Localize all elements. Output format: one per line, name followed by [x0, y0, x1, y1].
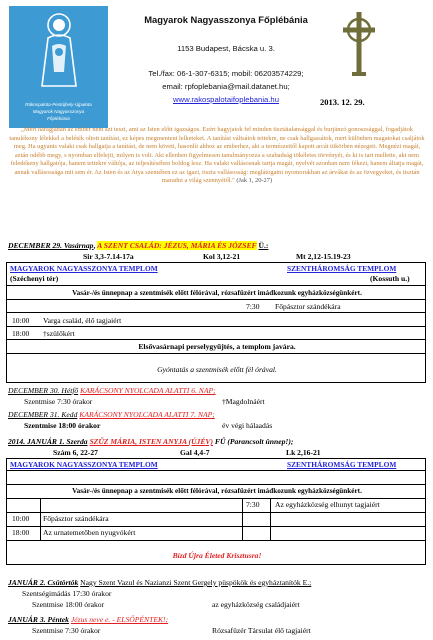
dec29-church-left-sub: (Széchenyi tér) [10, 274, 59, 283]
jan1-day: 2014. JANUÁR 1. Szerda [8, 437, 88, 446]
jan1-feast: SZŰZ MÁRIA, ISTEN ANYJA (ÚJÉV) [89, 437, 214, 446]
dec29-row1-time-right: 7:30 [246, 302, 260, 311]
quote-text: „Mert haragjában az ember nem azt teszi, ami az Isten előtt igazságos. Ezért hagyjatok fel minden tisztátalansággal és burjánzó gonoszsággal, fogadjátok tanulékony lélekkel a beléték oltott tanítást, ez képes megmenteni lelketeket. A tanítást váltsátok tettekre, ne csak hallgassátok, mert különben magatokat csaljátok meg. Ha ugyanis valaki csak hallgatja a tanítást, de nem követi, hasonlít ahhoz az emberhez, aki a természettől kapott arcát tükörben nézegeti. Megnézi magát, aztán odébb megy, s nyomban elfelejti, milyen is volt. Aki ellenben figyelmesen tanulmányozza a szabadság tökéletes törvényét, és ki is tart mellette, aki nem feledékeny hallgatója, hanem tettekre váltója, az teljesítésében boldog lesz. Ha valaki vallásosnak tartja magát, nyelvét azonban nem fékezi, hanem áltatja magát, annak vallásossága mit sem ér. Az Isten és az Atya szemében ez az igazi, tiszta vallásosság: meglátogatni nyomorukban az árvákat és az özvegyeket, és tisztán maradni a világ szennyétől." [9, 126, 425, 185]
website-row [121, 95, 331, 104]
jan1-row3-time-left: 18:00 [12, 528, 30, 537]
dec31-feast: KARÁCSONY NYOLCADA ALATTI 7. NAP; [79, 410, 215, 419]
jan2-intention: az egyházközség családjaiért [212, 600, 300, 609]
dec31-heading [8, 410, 426, 420]
jan3-heading [8, 615, 426, 625]
jan1-church-right: SZENTHÁROMSÁG TEMPLOM [287, 460, 397, 469]
parish-phone: Tel./fax: 06-1-307-6315; mobil: 06203574229; [148, 69, 304, 78]
jan1-church-left: MAGYAROK NAGYASSZONYA TEMPLOM [10, 460, 158, 469]
jan2-desc: Nagy Szent Vazul és Nazianzi Szent Gergely püspökök és egyháztanítók E.; [80, 578, 312, 587]
scripture-quote [8, 126, 426, 186]
jan3-intention: Rózsafüzér Társulat élő tagjaiért [212, 626, 311, 635]
reading-szam: Szám 6, 22-27 [53, 448, 98, 457]
confession-note: Gyóntatás a szentmisék előtt fél órával. [157, 365, 277, 374]
dec31-day: DECEMBER 31. Kedd [8, 410, 78, 419]
bulletin-date: 2013. 12. 29. [320, 97, 365, 107]
parish-title: Magyarok Nagyasszonya Főplébánia [144, 14, 308, 25]
dec29-rank: Ü.: [258, 241, 269, 250]
reading-kol: Kol 3,12-21 [203, 252, 241, 261]
jan1-heading [8, 437, 426, 447]
dec31-intention: év végi hálaadás [222, 421, 273, 430]
dec29-row3-time-left: 18:00 [12, 329, 30, 338]
dec30-intention: †Magdolnáért [222, 397, 265, 406]
parish-email[interactable]: email: rpfoplebania@mail.datanet.hu; [162, 82, 290, 91]
parish-address: 1153 Budapest, Bácska u. 3. [177, 44, 275, 53]
jan1-row1-intention-right: Az egyházközség elhunyt tagjaiért [275, 500, 380, 509]
dec29-church-left: MAGYAROK NAGYASSZONYA TEMPLOM [10, 264, 158, 273]
jan2-day: JANUÁR 2. Csütörtök [8, 578, 79, 587]
jan1-rank: FŰ (Parancsolt ünnep!); [214, 437, 294, 446]
logo-text-line-2: Magyarok Nagyasszonya [32, 109, 85, 114]
jan1-greeting: Bízd Újra Életed Krisztusra! [172, 551, 262, 560]
logo-text-line-3: Főplébánia [47, 116, 70, 121]
dec29-church-right: SZENTHÁROMSÁG TEMPLOM [287, 264, 397, 273]
jan1-rosary-note: Vasár-/és ünnepnap a szentmisék előtt félórával, rózsafüzért imádkozunk egyházközségünkért. [72, 487, 362, 495]
jan1-row2-time-left: 10:00 [12, 514, 30, 523]
reading-sir: Sir 3,3-7.14-17a [83, 252, 134, 261]
jan1-row2-intention-left: Főpásztor szándékára [43, 514, 109, 523]
dec29-rosary-note: Vasár-/és ünnepnap a szentmisék előtt félórával, rózsafüzért imádkozunk egyházközségünkért. [72, 289, 362, 297]
dec30-feast: KARÁCSONY NYOLCADA ALATTI 6. NAP; [80, 386, 216, 395]
dec29-collection-note: Elsővasárnapi perselygyűjtés, a templom javára. [138, 342, 296, 351]
dec29-day: DECEMBER 29. Vasárnap [8, 241, 94, 250]
dec29-feast: A SZENT CSALÁD: JÉZUS, MÁRIA ÉS JÓZSEF [97, 241, 257, 250]
jan1-row1-time-right: 7:30 [246, 500, 260, 509]
parish-logo [9, 6, 108, 128]
dec29-row2-intention-left: Varga család, élő tagjaiért [43, 316, 122, 325]
celtic-cross-icon [338, 10, 380, 78]
dec29-row2-time-left: 10:00 [12, 316, 30, 325]
jan3-day: JANUÁR 3. Péntek [8, 615, 69, 624]
parish-website-link[interactable]: www.rakospalotaifoplebania.hu [173, 95, 279, 104]
dec29-row3-intention-left: †szülőkért [43, 329, 75, 338]
jan2-mass: Szentmise 18:00 órakor [32, 600, 105, 609]
quote-reference: (Jak 1, 20-27) [236, 177, 273, 185]
dec30-heading [8, 386, 426, 396]
madonna-icon [34, 12, 84, 94]
logo-text-line-1: Rákospalota-Pestújhely-Újpalota [25, 102, 92, 107]
reading-mt: Mt 2,12-15.19-23 [296, 252, 351, 261]
dec31-mass: Szentmise 18:00 órakor [24, 421, 101, 430]
jan3-feast: Jézus neve e. - ELSŐPÉNTEK!; [70, 615, 169, 624]
dec30-day: DECEMBER 30. Hétfő [8, 386, 79, 395]
dec29-heading: DECEMBER 29. Vasárnap, A SZENT CSALÁD: JÉZUS, MÁRIA ÉS JÓZSEF Ü.: [8, 241, 269, 250]
jan2-adoration: Szentségimádás 17:30 órakor [22, 589, 112, 598]
dec30-mass: Szentmise 7:30 órakor [24, 397, 93, 406]
dec29-church-right-sub: (Kossuth u.) [370, 274, 410, 283]
jan2-heading [8, 578, 426, 588]
jan1-row3-intention-left: Az urnatemetőben nyugvókért [43, 528, 136, 537]
reading-lk: Lk 2,16-21 [286, 448, 321, 457]
jan3-mass: Szentmise 7:30 órakor [32, 626, 101, 635]
reading-gal: Gal 4,4-7 [180, 448, 210, 457]
dec29-row1-intention-right: Főpásztor szándékára [275, 302, 341, 311]
